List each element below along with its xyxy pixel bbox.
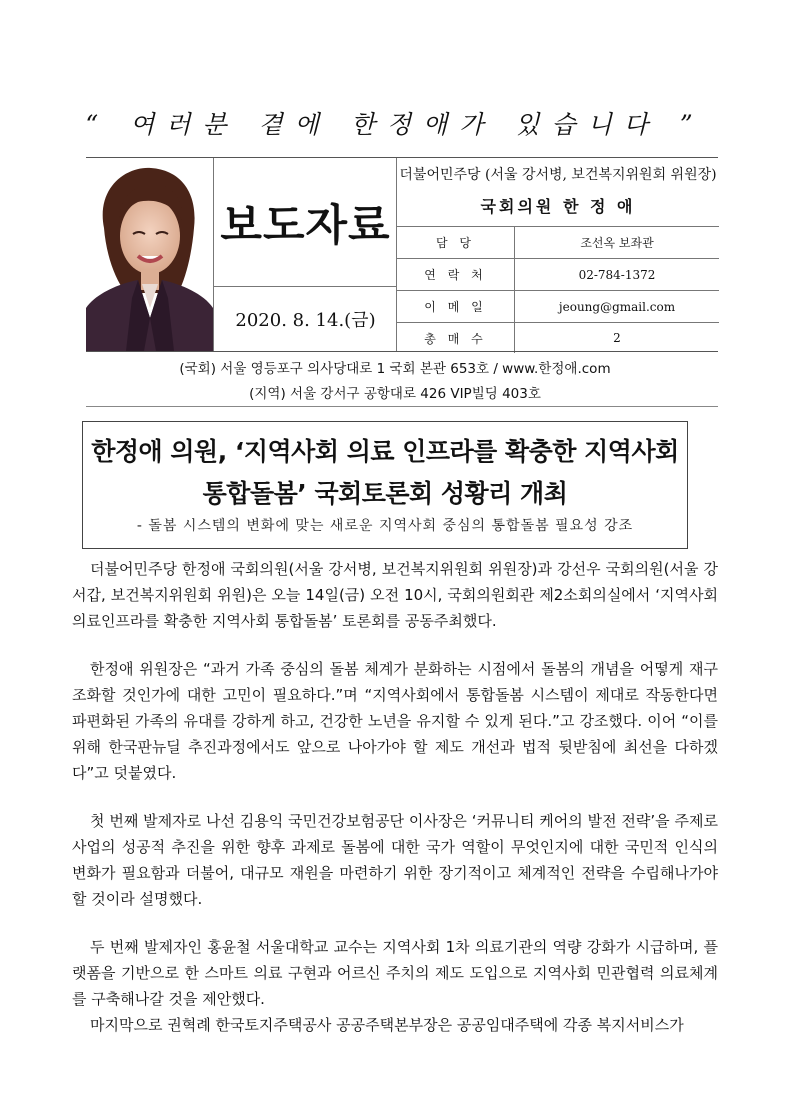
body-paragraph: 한정애 위원장은 “과거 가족 중심의 돌봄 체계가 분화하는 시점에서 돌봄의 개념을 어떻게 재구조화할 것인가에 대한 고민이 필요하다.”며 “지역사회에서 통합돌봄 시스템이 제대로 작동한다면 파편화된 가족의 유대를 강하게 하고, 건강한 노년을 유지할 수 있게 된다.”고 강조했다. 이어 “이를 위해 한국판뉴딜 추진과정에서도 앞으로 나아가야 할 제도 개선과 법적 뒷받침에 최선을 다하겠다”고 덧붙였다. bbox=[72, 660, 718, 782]
address-local: (지역) 서울 강서구 공항대로 426 VIP빌딩 403호 bbox=[249, 386, 541, 402]
headline-line-1: 한정애 의원, ‘지역사회 의료 인프라를 확충한 지역사회 bbox=[91, 437, 679, 466]
address-national: (국회) 서울 영등포구 의사당대로 1 국회 본관 653호 / www.한정애.com bbox=[179, 361, 611, 377]
body-paragraph: 마지막으로 권혁례 한국토지주택공사 공공주택본부장은 공공임대주택에 각종 복지서비스가 bbox=[90, 1016, 684, 1034]
body-paragraph: 두 번째 발제자인 홍윤철 서울대학교 교수는 지역사회 1차 의료기관의 역량 강화가 시급하며, 플랫폼을 기반으로 한 스마트 의료 구현과 어르신 주치의 제도 도입으로 지역사회 민관협력 의료체계를 구축해나갈 것을 제안했다. bbox=[72, 938, 718, 1008]
contact-row bbox=[397, 323, 719, 354]
contact-value: 02-784-1372 bbox=[515, 259, 720, 291]
contact-value: 2 bbox=[515, 323, 720, 354]
headline-line-2: 통합돌봄’ 국회토론회 성황리 개최 bbox=[202, 479, 568, 508]
headline-box bbox=[82, 421, 688, 549]
member-name: 국회의원 한 정 애 bbox=[480, 197, 636, 216]
article-body bbox=[72, 556, 718, 1060]
party-affiliation: 더불어민주당 (서울 강서병, 보건복지위원회 위원장) bbox=[399, 167, 717, 183]
header-bottom-rule bbox=[86, 351, 718, 352]
subheadline: - 돌봄 시스템의 변화에 맞는 새로운 지역사회 중심의 통합돌봄 필요성 강조 bbox=[136, 518, 634, 534]
press-release-title-cell bbox=[213, 158, 397, 287]
body-paragraph: 첫 번째 발제자로 나선 김용익 국민건강보험공단 이사장은 ‘커뮤니티 케어의 발전 전략’을 주제로 사업의 성공적 추진을 위한 향후 과제로 돌봄에 대한 국가 역할이 무엇인지에 대한 국민적 인식의 변화가 필요함과 더불어, 대규모 재원을 마련하기 위한 장기적이고 체계적인 전략을 수립해나가야 할 것이라 설명했다. bbox=[72, 812, 718, 908]
release-date: 2020. 8. 14.(금) bbox=[213, 287, 397, 351]
contact-info-block bbox=[396, 158, 719, 351]
body-paragraph: 더불어민주당 한정애 국회의원(서울 강서병, 보건복지위원회 위원장)과 강선우 국회의원(서울 강서갑, 보건복지위원회 위원)은 오늘 14일(금) 오전 10시, 국회의원회관 제2소회의실에서 ‘지역사회 의료인프라를 확충한 지역사회 통합돌봄’ 토론회를 공동주최했다. bbox=[72, 560, 718, 630]
contact-label: 연 락 처 bbox=[397, 259, 515, 291]
contact-row bbox=[397, 259, 719, 291]
contact-row bbox=[397, 291, 719, 323]
contact-label: 이 메 일 bbox=[397, 291, 515, 323]
slogan: “ 여러분 곁에 한정애가 있습니다 ” bbox=[85, 110, 705, 139]
contact-label: 총 매 수 bbox=[397, 323, 515, 354]
press-release-label: 보도자료 bbox=[220, 200, 391, 251]
contact-email[interactable]: jeoung@gmail.com bbox=[515, 291, 720, 323]
contact-row bbox=[397, 227, 719, 259]
lawmaker-portrait bbox=[86, 158, 213, 351]
address-rule bbox=[86, 406, 718, 407]
contact-table bbox=[397, 226, 719, 353]
contact-value: 조선옥 보좌관 bbox=[515, 227, 720, 259]
contact-label: 담 당 bbox=[397, 227, 515, 259]
